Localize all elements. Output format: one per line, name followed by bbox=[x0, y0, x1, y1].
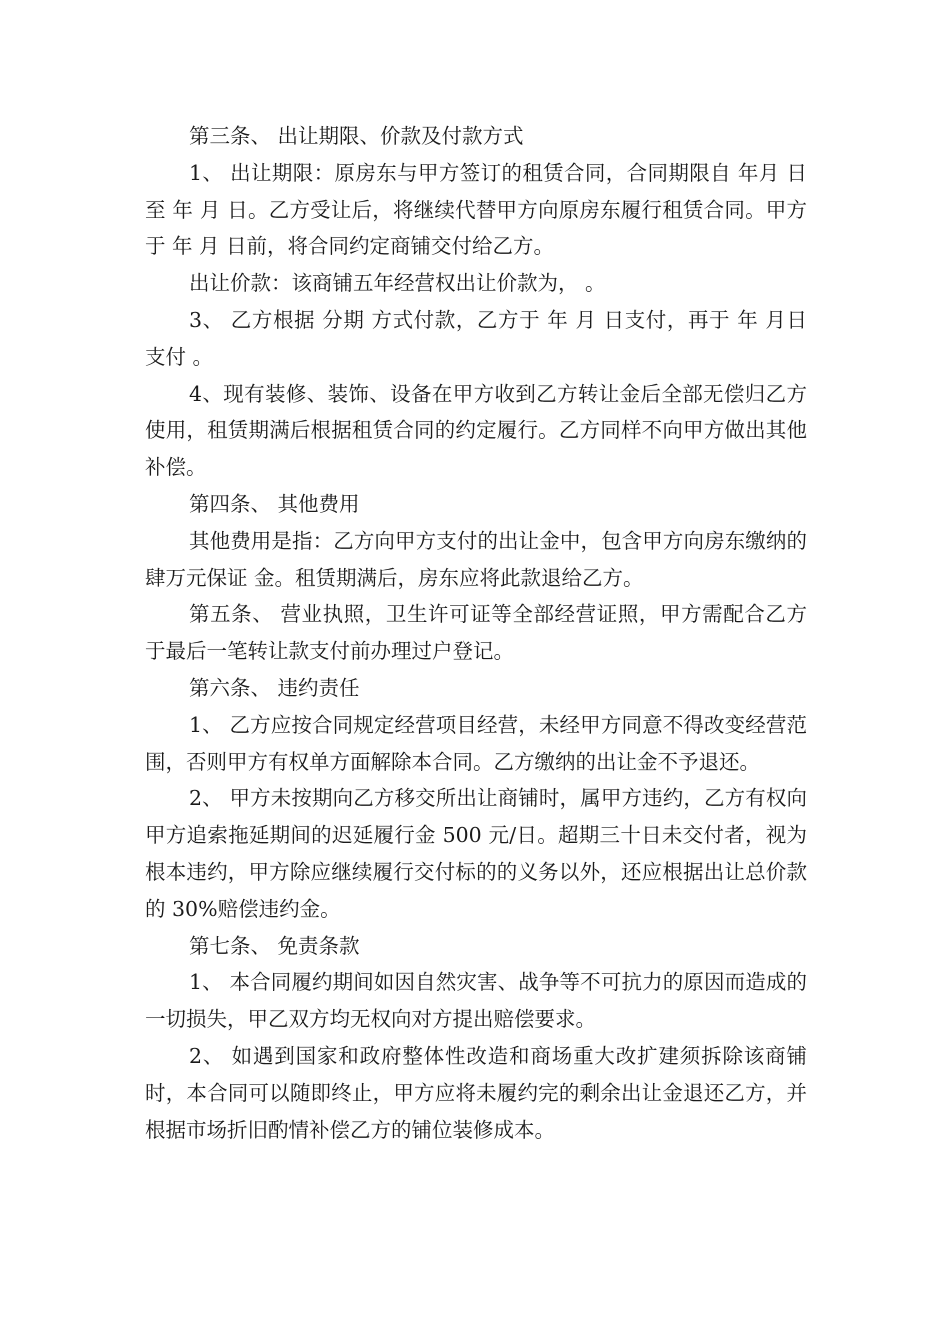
document-body bbox=[145, 118, 807, 1148]
section-heading-article-7: 第七条、 免责条款 bbox=[189, 933, 360, 958]
clause-payment-method: 3、 乙方根据 分期 方式付款，乙方于 年 月 日支付，再于 年 月日支付 。 bbox=[145, 307, 807, 369]
clause-breach-party-a: 2、 甲方未按期向乙方移交所出让商铺时，属甲方违约，乙方有权向甲方追索拖延期间的迟延履行金 500 元/日。超期三十日未交付者，视为根本违约，甲方除应继续履行交付标的的义务以外，还应根据出让总价款的 30%赔偿违约金。 bbox=[145, 786, 807, 921]
section-article-5: 第五条、 营业执照，卫生许可证等全部经营证照，甲方需配合乙方于最后一笔转让款支付前办理过户登记。 bbox=[145, 602, 807, 664]
clause-transfer-period: 1、 出让期限：原房东与甲方签订的租赁合同，合同期限自 年月 日至 年 月 日。乙方受让后，将继续代替甲方向原房东履行租赁合同。甲方于 年 月 日前，将合同约定商铺交付给乙方。 bbox=[145, 160, 807, 259]
clause-breach-party-b: 1、 乙方应按合同规定经营项目经营，未经甲方同意不得改变经营范围，否则甲方有权单方面解除本合同。乙方缴纳的出让金不予退还。 bbox=[145, 712, 807, 774]
clause-government-redevelopment: 2、 如遇到国家和政府整体性改造和商场重大改扩建须拆除该商铺时，本合同可以随即终止，甲方应将未履约完的剩余出让金退还乙方，并根据市场折旧酌情补偿乙方的铺位装修成本。 bbox=[145, 1043, 807, 1142]
section-heading-article-4: 第四条、 其他费用 bbox=[189, 491, 360, 516]
clause-transfer-price: 出让价款：该商铺五年经营权出让价款为， 。 bbox=[189, 271, 606, 296]
section-heading-article-6: 第六条、 违约责任 bbox=[189, 675, 360, 700]
section-heading-article-3: 第三条、 出让期限、价款及付款方式 bbox=[189, 124, 524, 148]
clause-force-majeure: 1、 本合同履约期间如因自然灾害、战争等不可抗力的原因而造成的一切损失，甲乙双方均无权向对方提出赔偿要求。 bbox=[145, 970, 807, 1032]
clause-fixtures: 4、现有装修、装饰、设备在甲方收到乙方转让金后全部无偿归乙方使用，租赁期满后根据租赁合同的约定履行。乙方同样不向甲方做出其他补偿。 bbox=[145, 381, 807, 480]
clause-other-fees: 其他费用是指：乙方向甲方支付的出让金中，包含甲方向房东缴纳的肆万元保证 金。租赁期满后，房东应将此款退给乙方。 bbox=[145, 528, 807, 590]
